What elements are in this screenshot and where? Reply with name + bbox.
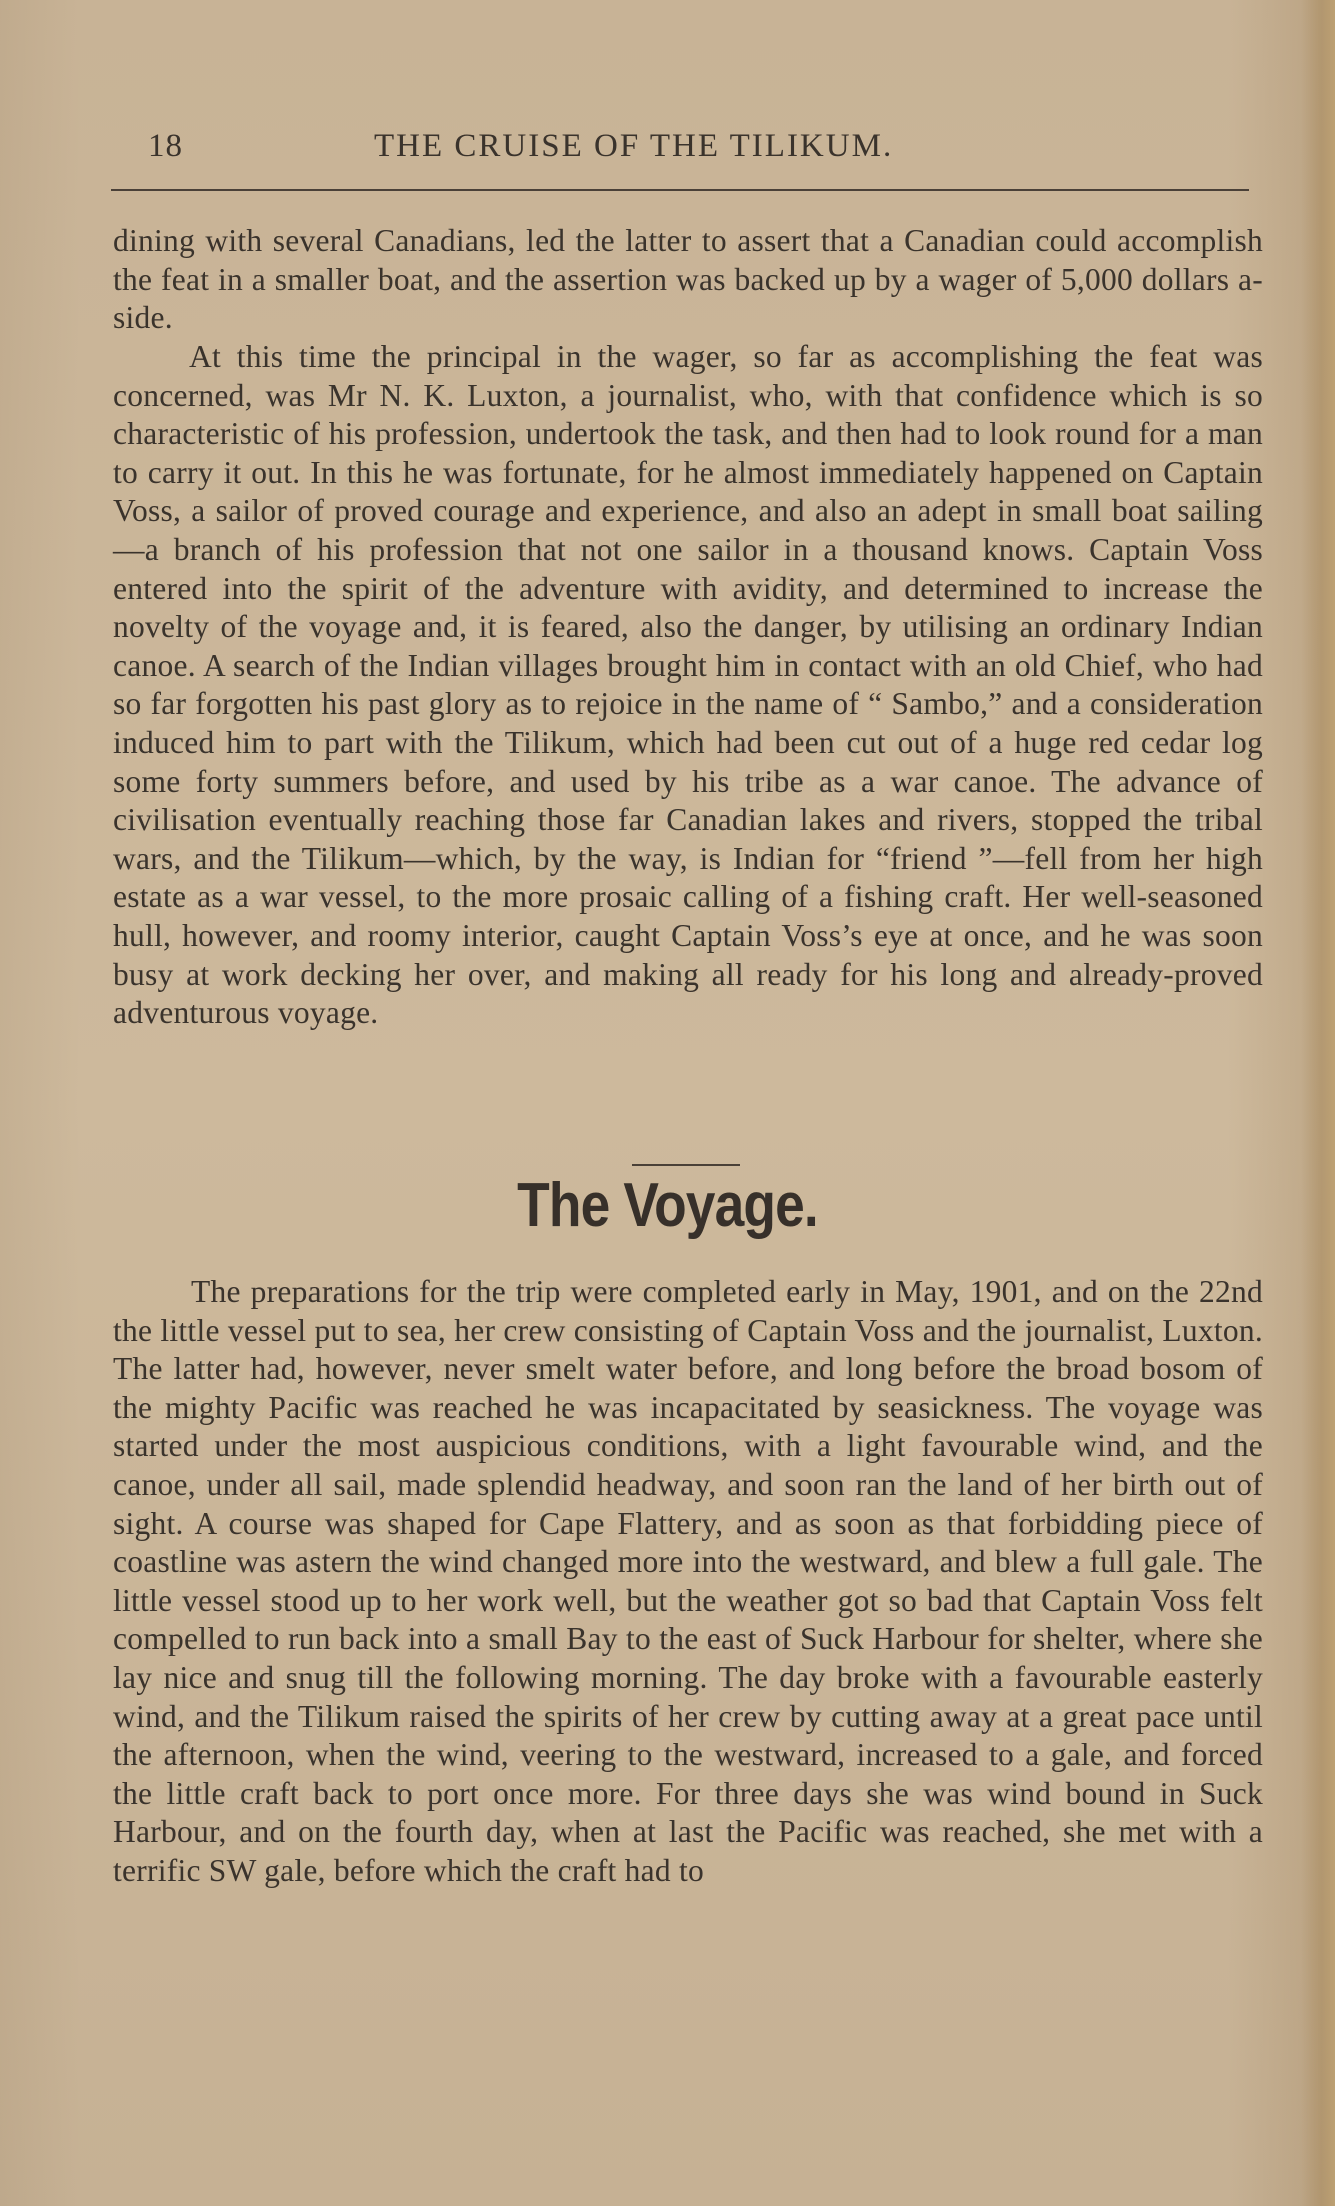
page-header xyxy=(148,128,1248,178)
paragraph-luxton-voss: At this time the principal in the wager, so far as accomplishing the feat was concerned, was Mr N. K. Luxton, a journalist, who, with that confidence which is so characteristic of his profession, undertook the task, and then had to look round for a man to carry it out. In this he was fortunate, for he almost immediately happened on Captain Voss, a sailor of proved courage and experience, and also an adept in small boat sailing —a branch of his profession that not one sailor in a thousand knows. Captain Voss entered into the spirit of the adventure with avidity, and determined to increase the novelty of the voyage and, it is feared, also the danger, by utilising an ordinary Indian canoe. A search of the Indian villages brought him in contact with an old Chief, who had so far forgotten his past glory as to rejoice in the name of “ Sambo,” and a consideration induced him to part with the Tilikum, which had been cut out of a huge red cedar log some forty summers before, and used by his tribe as a war canoe. The advance of civilisation eventually reaching those far Canadian lakes and rivers, stopped the tribal wars, and the Tilikum—which, by the way, is Indian for “friend ”—fell from her high estate as a war vessel, to the more prosaic calling of a fishing craft. Her well-seasoned hull, however, and roomy interior, caught Captain Voss’s eye at once, and he was soon busy at work decking her over, and making all ready for his long and already-proved adventurous voyage. xyxy=(113,339,1263,1031)
page-number: 18 xyxy=(148,128,183,164)
paragraph-continued: dining with several Canadians, led the latter to assert that a Canadian could accomplish the feat in a smaller boat, and the assertion was backed up by a wager of 5,000 dollars a-side. xyxy=(113,223,1263,336)
section-heading: The Voyage. xyxy=(517,1171,818,1240)
paragraph-voyage: The preparations for the trip were completed early in May, 1901, and on the 22nd the little vessel put to sea, her crew consisting of Captain Voss and the journalist, Luxton. The latter had, however, never smelt water before, and long before the broad bosom of the mighty Pacific was reached he was incapacitated by seasickness. The voyage was started under the most auspicious conditions, with a light favourable wind, and the canoe, under all sail, made splendid headway, and soon ran the land of her birth out of sight. A course was shaped for Cape Flattery, and as soon as that forbidding piece of coastline was astern the wind changed more into the westward, and blew a full gale. The little vessel stood up to her work well, but the weather got so bad that Captain Voss felt compelled to run back into a small Bay to the east of Suck Harbour for shelter, where she lay nice and snug till the following morning. The day broke with a favourable easterly wind, and the Tilikum raised the spirits of her crew by cutting away at a great pace until the afternoon, when the wind, veering to the westward, increased to a gale, and forced the little craft back to port once more. For three days she was wind bound in Suck Harbour, and on the fourth day, when at last the Pacific was reached, she met with a terrific SW gale, before which the craft had to xyxy=(113,1274,1263,1888)
page-edge-shadow xyxy=(1301,0,1335,2206)
section-divider xyxy=(632,1164,740,1166)
header-rule xyxy=(111,189,1249,191)
running-title: THE CRUISE OF THE TILIKUM. xyxy=(374,128,894,164)
